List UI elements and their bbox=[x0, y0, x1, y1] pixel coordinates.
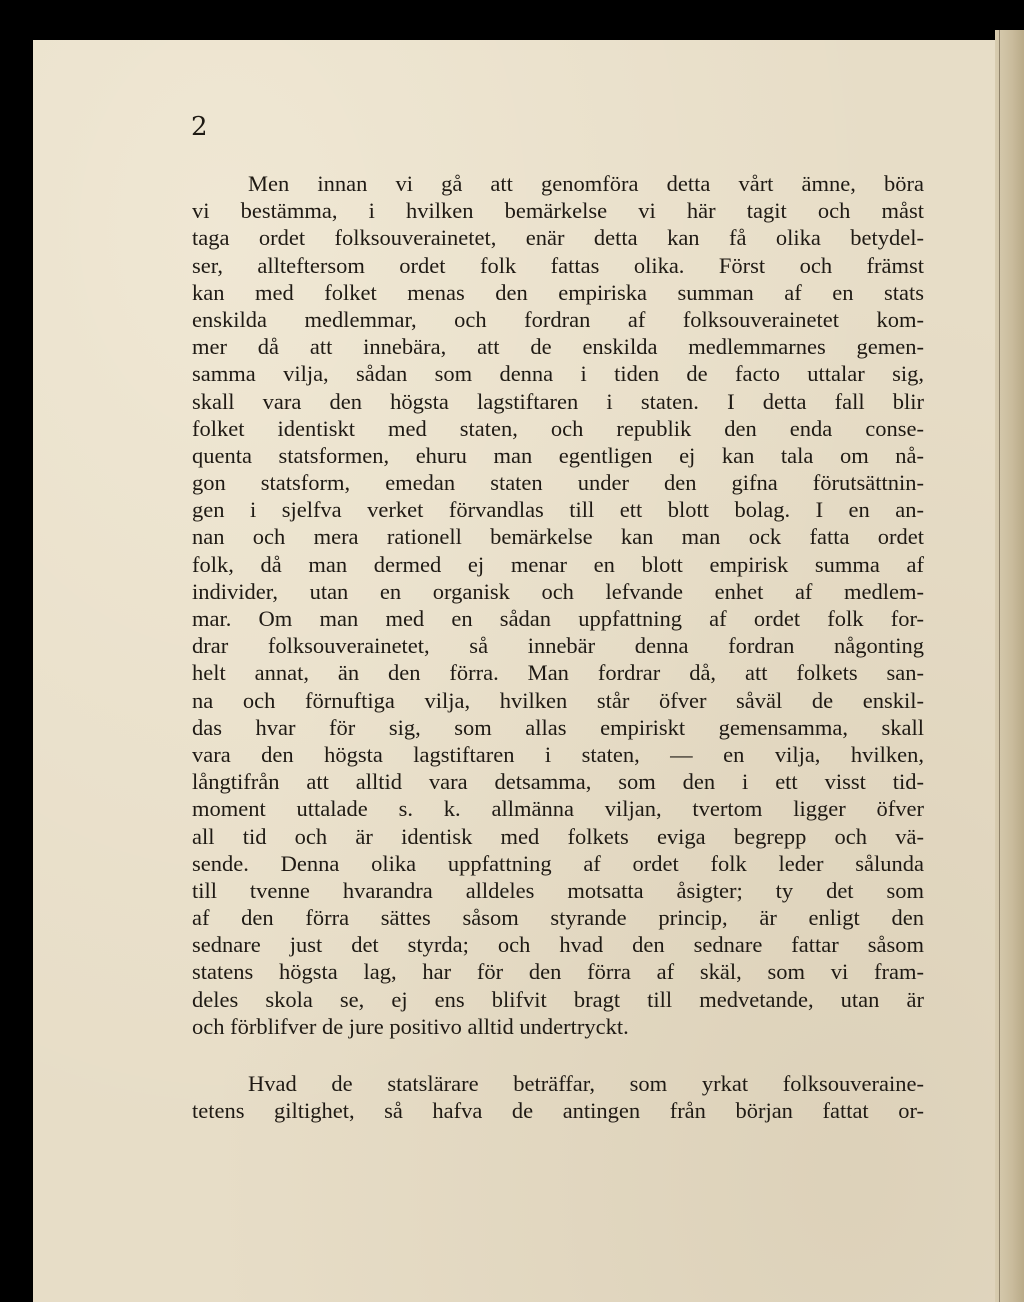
text-line: gon statsform, emedan staten under den gifna förutsättnin- bbox=[192, 470, 924, 496]
text-line: långtifrån att alltid vara detsamma, som den i ett visst tid- bbox=[192, 769, 924, 795]
text-line: nan och mera rationell bemärkelse kan man ock fatta ordet bbox=[192, 524, 924, 550]
text-line: skall vara den högsta lagstiftaren i staten. I detta fall blir bbox=[192, 388, 924, 414]
text-line: till tvenne hvarandra alldeles motsatta åsigter; ty det som bbox=[192, 877, 924, 903]
text-line: helt annat, än den förra. Man fordrar då, att folkets san- bbox=[192, 660, 924, 686]
text-line: mar. Om man med en sådan uppfattning af ordet folk for- bbox=[192, 606, 924, 631]
paragraph-gap bbox=[192, 1040, 924, 1070]
text-line: sednare just det styrda; och hvad den sednare fattar såsom bbox=[192, 932, 924, 958]
text-line: das hvar för sig, som allas empiriskt gemensamma, skall bbox=[192, 714, 924, 740]
text-line: drar folksouverainetet, så innebär denna fordran någonting bbox=[192, 633, 924, 659]
text-line: mer då att innebära, att de enskilda medlemmarnes gemen- bbox=[192, 334, 924, 360]
page-edge bbox=[995, 30, 1024, 1302]
text-line: gen i sjelfva verket förvandlas till ett blott bolag. I en an- bbox=[192, 497, 924, 523]
text-line: na och förnuftiga vilja, hvilken står öfver såväl de enskil- bbox=[192, 687, 924, 713]
text-line: sende. Denna olika uppfattning af ordet folk leder sålunda bbox=[192, 850, 924, 876]
binding-rule bbox=[999, 30, 1000, 1302]
text-line: quenta statsformen, ehuru man egentligen ej kan tala om nå- bbox=[192, 442, 924, 468]
text-line: statens högsta lag, har för den förra af skäl, som vi fram- bbox=[192, 959, 924, 985]
text-line: deles skola se, ej ens blifvit bragt till medvetande, utan är bbox=[192, 986, 924, 1012]
text-line: all tid och är identisk med folkets eviga begrepp och vä- bbox=[192, 823, 924, 849]
text-line: ser, allteftersom ordet folk fattas olika. Först och främst bbox=[192, 252, 924, 278]
paragraph-2 bbox=[192, 1070, 924, 1124]
text-line: folk, då man dermed ej menar en blott empirisk summa af bbox=[192, 551, 924, 577]
text-line: Men innan vi gå att genomföra detta vårt ämne, böra bbox=[248, 171, 924, 196]
text-line: kan med folket menas den empiriska summan af en stats bbox=[192, 279, 924, 305]
page-number: 2 bbox=[191, 112, 208, 142]
text-line: Hvad de statslärare beträffar, som yrkat folksouveraine- bbox=[248, 1071, 924, 1096]
text-line: samma vilja, sådan som denna i tiden de facto uttalar sig, bbox=[192, 361, 924, 387]
text-line: individer, utan en organisk och lefvande enhet af medlem- bbox=[192, 578, 924, 604]
text-line: tetens giltighet, så hafva de antingen från början fattat or- bbox=[192, 1098, 924, 1124]
text-line: moment uttalade s. k. allmänna viljan, tvertom ligger öfver bbox=[192, 796, 924, 822]
text-line: af den förra sättes såsom styrande princip, är enligt den bbox=[192, 905, 924, 931]
text-line: taga ordet folksouverainetet, enär detta kan få olika betydel- bbox=[192, 225, 924, 251]
text-line: vara den högsta lagstiftaren i staten, — en vilja, hvilken, bbox=[192, 741, 924, 767]
paragraph-1 bbox=[192, 170, 924, 1040]
text-line: vi bestämma, i hvilken bemärkelse vi här tagit och måst bbox=[192, 198, 924, 224]
text-line: folket identiskt med staten, och republik den enda conse- bbox=[192, 415, 924, 441]
body-text bbox=[192, 170, 924, 1124]
text-line: och förblifver de jure positivo alltid undertryckt. bbox=[192, 1013, 629, 1039]
text-line: enskilda medlemmar, och fordran af folksouverainetet kom- bbox=[192, 306, 924, 332]
